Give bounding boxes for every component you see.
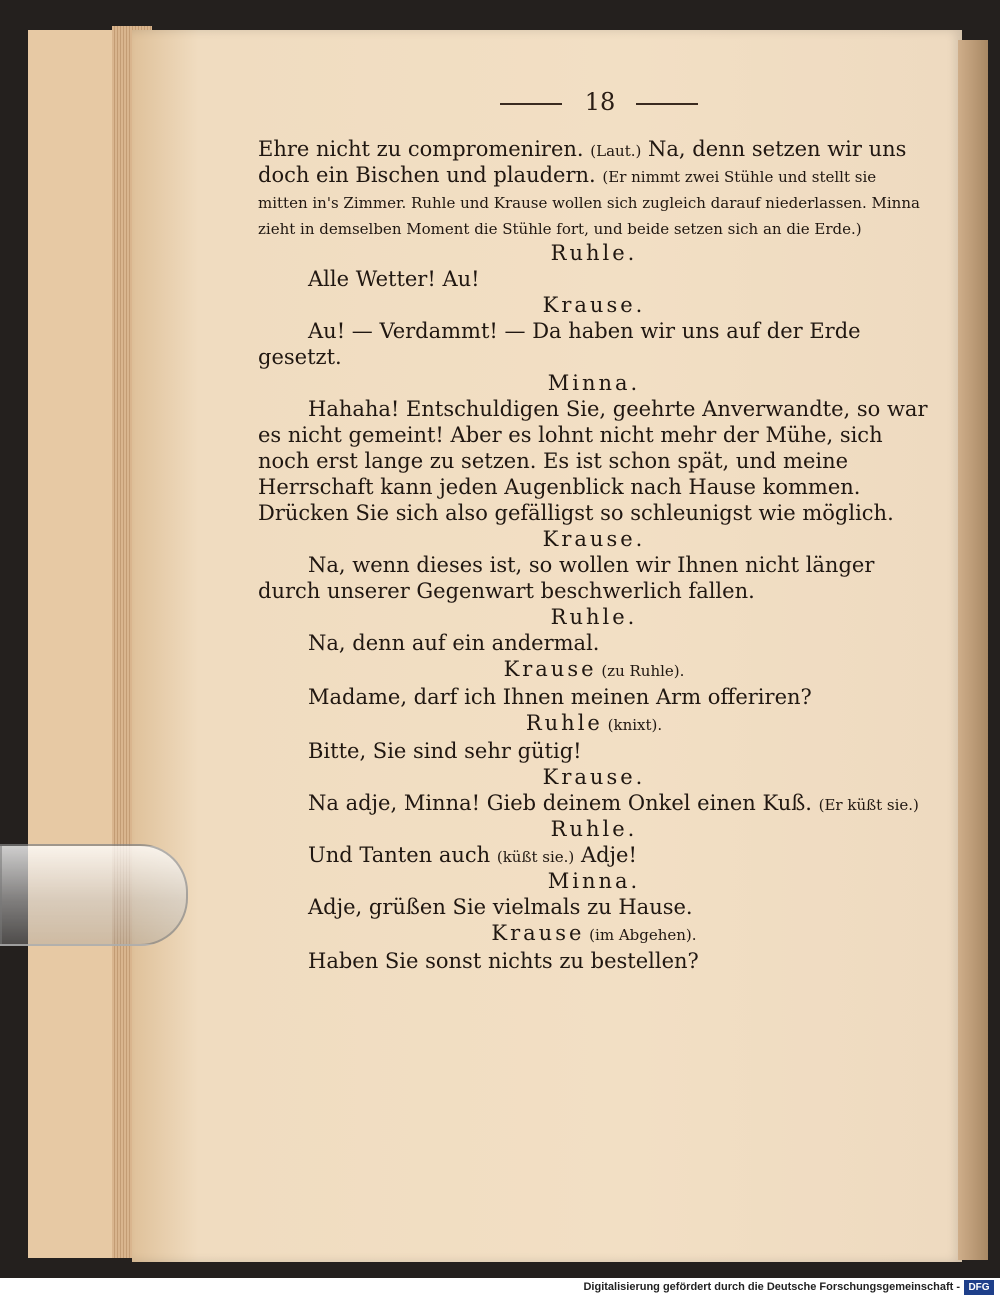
dialogue-paragraph <box>258 948 930 974</box>
digitization-credit: Digitalisierung gefördert durch die Deutsche Forschungsgemeinschaft - <box>583 1281 960 1293</box>
speaker-name <box>258 920 930 948</box>
stage-direction: (Er küßt sie.) <box>818 796 919 814</box>
dialogue-text: Hahaha! Entschuldigen Sie, geehrte Anverwandte, so war es nicht gemeint! Aber es lohnt nicht mehr der Mühe, sich noch erst lange zu setzen. Es ist schon spät, und meine Herrschaft kann jeden Augenblick nach Hause kommen. Drücken Sie sich also gefälligst so schleunigst wie möglich. <box>258 397 928 525</box>
speaker-label: Ruhle. <box>550 817 638 841</box>
speaker-name <box>258 526 930 552</box>
dialogue-text: Madame, darf ich Ihnen meinen Arm offeriren? <box>308 685 812 709</box>
stage-direction: (im Abgehen). <box>584 926 697 944</box>
dialogue-paragraph <box>258 552 930 604</box>
dialogue-text: Na, denn setzen wir uns doch ein Bischen und plaudern. <box>258 137 907 187</box>
stage-direction: (Laut.) <box>590 142 642 160</box>
dialogue-paragraph <box>258 684 930 710</box>
speaker-name <box>258 764 930 790</box>
dialogue-text: Na, wenn dieses ist, so wollen wir Ihnen nicht länger durch unserer Gegenwart beschwerlich fallen. <box>258 553 875 603</box>
speaker-name <box>258 370 930 396</box>
speaker-label: Krause <box>491 921 585 945</box>
speaker-name <box>258 292 930 318</box>
page-text <box>258 136 930 974</box>
speaker-name <box>258 656 930 684</box>
dialogue-text: Adje, grüßen Sie vielmals zu Hause. <box>308 895 693 919</box>
speaker-label: Krause. <box>542 765 646 789</box>
dialogue-paragraph <box>258 266 930 292</box>
speaker-name <box>258 604 930 630</box>
dialogue-text: Na adje, Minna! Gieb deinem Onkel einen Kuß. <box>308 791 819 815</box>
dialogue-paragraph <box>258 630 930 656</box>
page-header <box>500 88 700 118</box>
dialogue-text: Adje! <box>574 843 637 867</box>
dialogue-text: Haben Sie sonst nichts zu bestellen? <box>308 949 699 973</box>
speaker-label: Krause <box>503 657 597 681</box>
dialogue-paragraph <box>258 136 930 240</box>
dialogue-paragraph <box>258 842 930 868</box>
speaker-label: Ruhle <box>525 711 603 735</box>
dialogue-text: Na, denn auf ein andermal. <box>308 631 600 655</box>
dialogue-paragraph <box>258 396 930 526</box>
dialogue-text: Alle Wetter! Au! <box>308 267 480 291</box>
speaker-label: Minna. <box>547 371 641 395</box>
speaker-name <box>258 868 930 894</box>
dialogue-paragraph <box>258 318 930 370</box>
dfg-logo: DFG <box>964 1280 994 1295</box>
header-rule-left <box>500 103 562 105</box>
speaker-label: Krause. <box>542 527 646 551</box>
right-page-edge <box>958 40 988 1260</box>
dialogue-text: Au! — Verdammt! — Da haben wir uns auf der Erde gesetzt. <box>258 319 861 369</box>
dialogue-paragraph <box>258 738 930 764</box>
scanner-clip <box>0 844 188 946</box>
dialogue-paragraph <box>258 790 930 816</box>
header-rule-right <box>636 103 698 105</box>
speaker-label: Minna. <box>547 869 641 893</box>
stage-direction: (küßt sie.) <box>496 848 575 866</box>
speaker-label: Ruhle. <box>550 241 638 265</box>
stage-direction: (zu Ruhle). <box>596 662 685 680</box>
stage-direction: (Er nimmt zwei Stühle und stellt sie mitten in's Zimmer. Ruhle und Krause wollen sich zugleich darauf niederlassen. Minna zieht in demselben Moment die Stühle fort, und beide setzen sich an die Erde.) <box>258 168 920 238</box>
dialogue-text: Und Tanten auch <box>308 843 497 867</box>
speaker-name <box>258 816 930 842</box>
dialogue-paragraph <box>258 894 930 920</box>
speaker-label: Krause. <box>542 293 646 317</box>
speaker-name <box>258 240 930 266</box>
speaker-name <box>258 710 930 738</box>
speaker-label: Ruhle. <box>550 605 638 629</box>
dialogue-text: Ehre nicht zu compromeniren. <box>258 137 591 161</box>
footer-bar <box>0 1278 1000 1298</box>
dialogue-text: Bitte, Sie sind sehr gütig! <box>308 739 582 763</box>
page-number: 18 <box>584 88 616 116</box>
stage-direction: (knixt). <box>602 716 663 734</box>
